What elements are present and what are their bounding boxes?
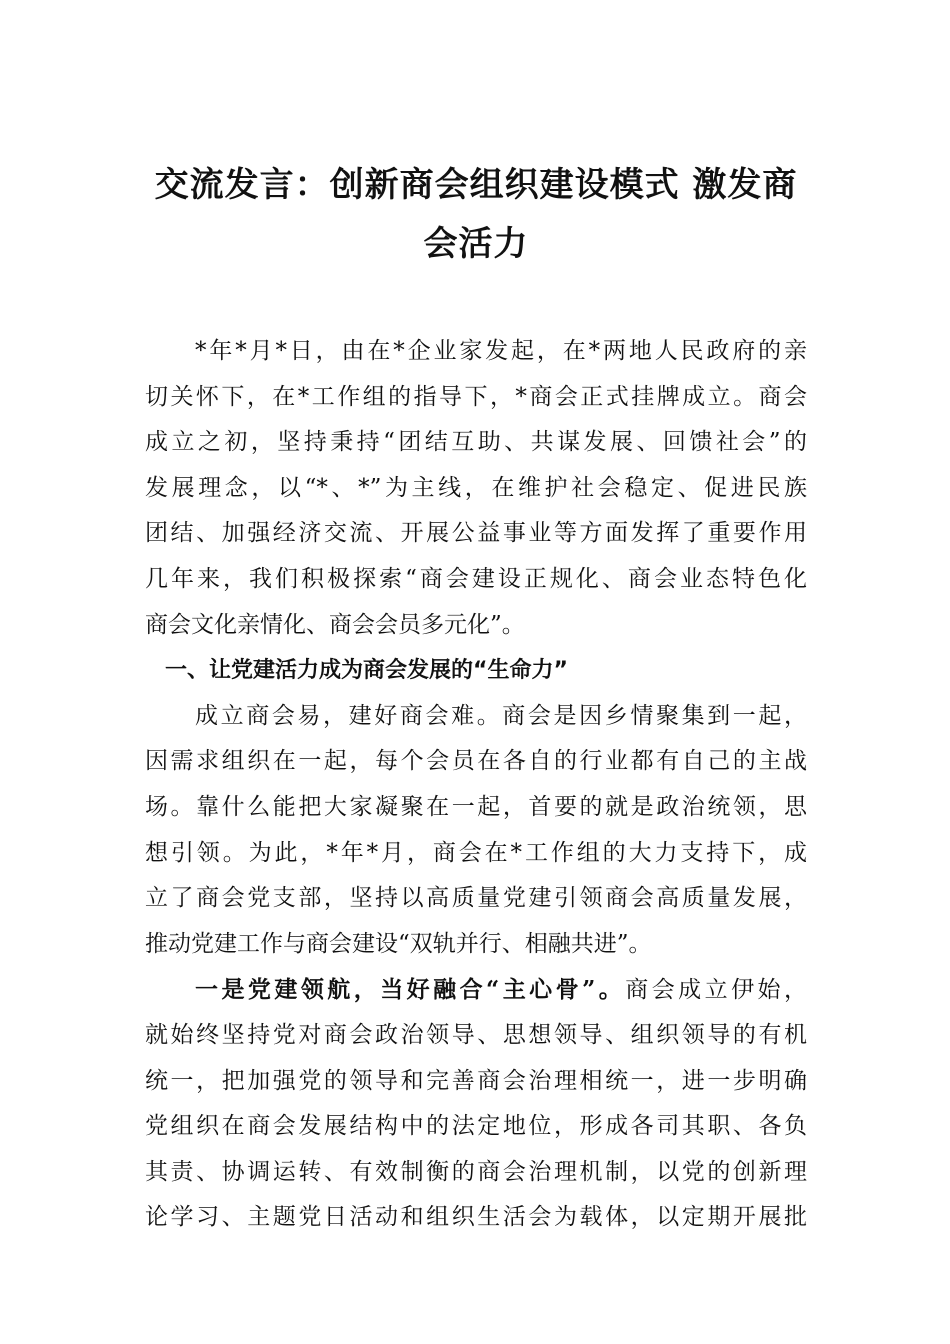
paragraph-1-line-3: 成立之初，坚持秉持“团结互助、共谋发展、回馈社会”的 [145,429,807,456]
section-heading-1: 一、让党建活力成为商会发展的“生命力” [165,658,568,684]
paragraph-3-line-4: 党组织在商会发展结构中的法定地位，形成各司其职、各负 [145,1113,807,1140]
paragraph-1-line-5: 团结、加强经济交流、开展公益事业等方面发挥了重要作用 [145,520,807,547]
paragraph-2-line-4: 想引领。为此，*年*月，商会在*工作组的大力支持下，成 [145,839,807,866]
paragraph-2-line-5: 立了商会党支部，坚持以高质量党建引领商会高质量发展， [145,885,807,912]
document-title [145,156,807,274]
title-line-1: 交流发言：创新商会组织建设模式 激发商 [154,165,798,205]
paragraph-3-line-1 [145,967,807,1013]
paragraph-3-lead-rest: 商会成立伊始， [625,977,807,1004]
document-body [145,329,807,1241]
title-line-2: 会活力 [423,224,529,264]
paragraph-3-line-3: 统一，把加强党的领导和完善商会治理相统一，进一步明确 [145,1067,807,1094]
paragraph-3-line-6: 论学习、主题党日活动和组织生活会为载体，以定期开展批 [145,1204,807,1231]
paragraph-3-line-2: 就始终坚持党对商会政治领导、思想领导、组织领导的有机 [145,1021,807,1048]
paragraph-1-line-1: *年*月*日，由在*企业家发起，在*两地人民政府的亲 [195,338,807,364]
paragraph-1-line-6: 几年来，我们积极探索“商会建设正规化、商会业态特色化 [145,565,807,592]
paragraph-2-line-2: 因需求组织在一起，每个会员在各自的行业都有自己的主战 [145,748,807,775]
paragraph-1-line-7: 商会文化亲情化、商会会员多元化”。 [145,611,525,638]
paragraph-3-line-5: 其责、协调运转、有效制衡的商会治理机制，以党的创新理 [145,1158,807,1185]
paragraph-1-line-4: 发展理念，以“*、*”为主线，在维护社会稳定、促进民族 [145,474,807,501]
paragraph-2-line-1: 成立商会易，建好商会难。商会是因乡情聚集到一起， [195,702,807,729]
paragraph-3-lead-bold: 一是党建领航，当好融合“主心骨”。 [195,976,626,1004]
paragraph-2-line-3: 场。靠什么能把大家凝聚在一起，首要的就是政治统领，思 [145,793,807,820]
paragraph-2-line-6: 推动党建工作与商会建设“双轨并行、相融共进”。 [145,930,652,957]
paragraph-1-line-2: 切关怀下，在*工作组的指导下，*商会正式挂牌成立。商会 [145,383,807,410]
